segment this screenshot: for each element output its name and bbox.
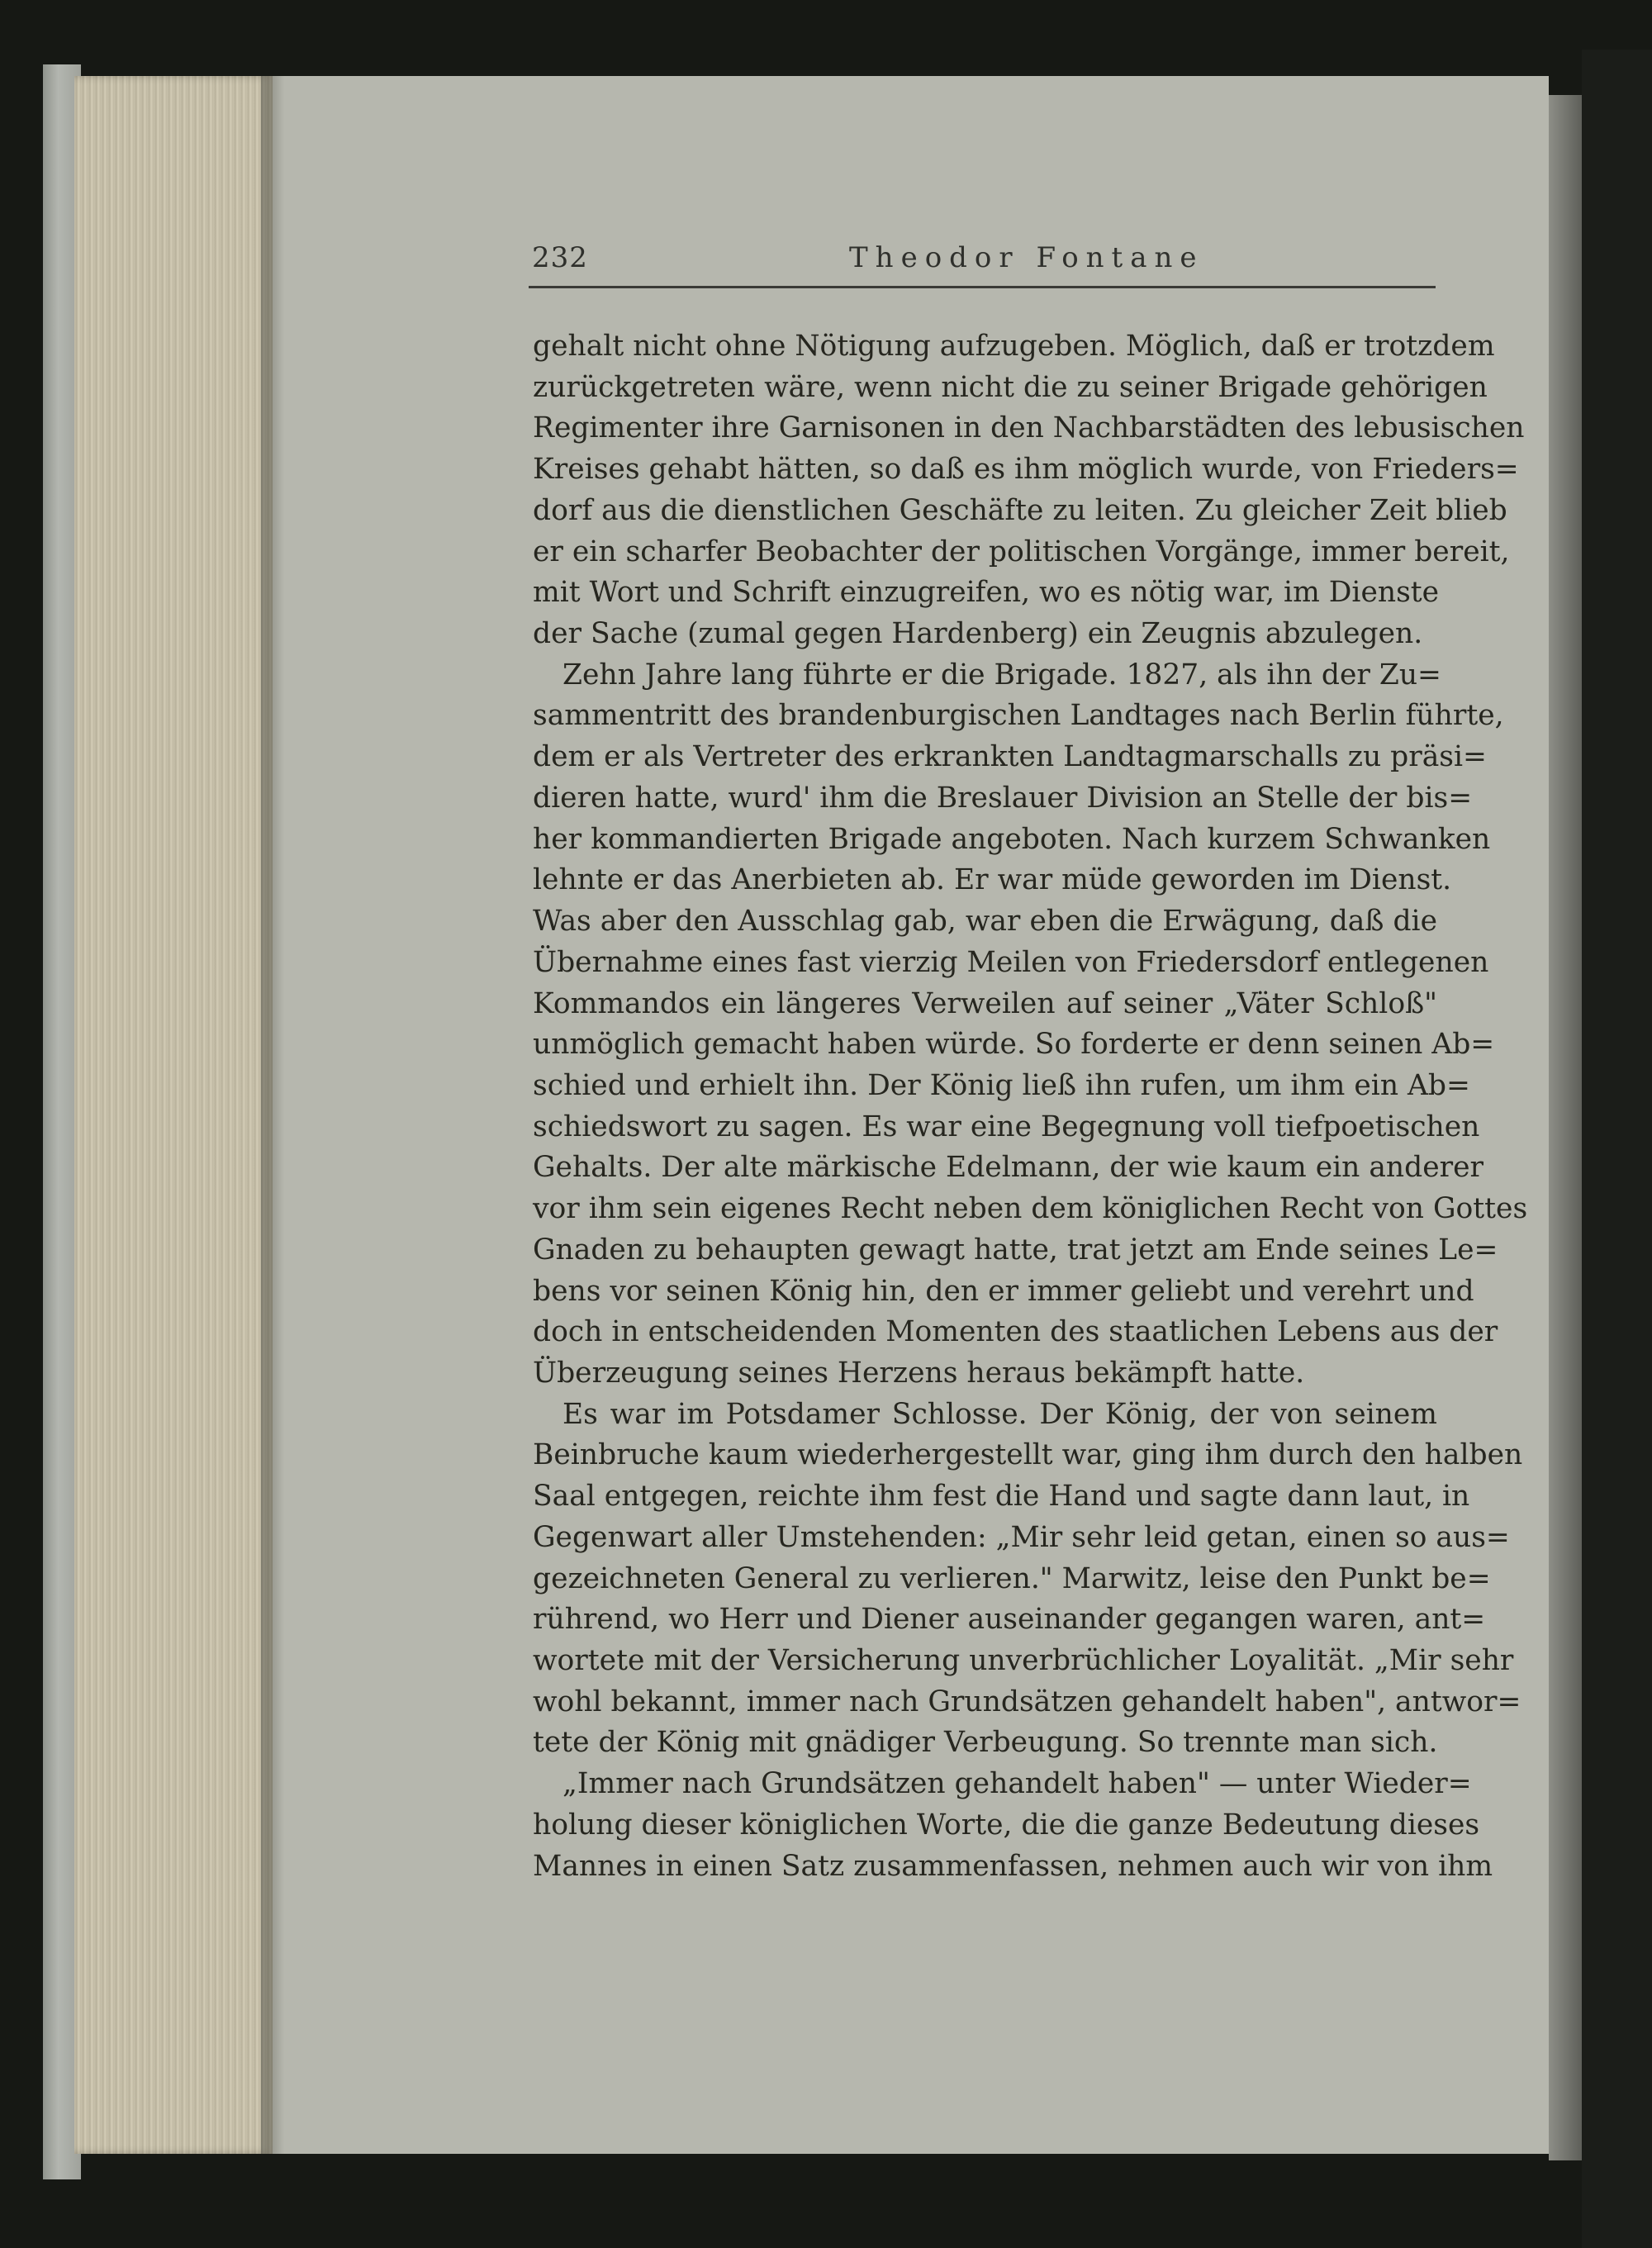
text-line: schied und erhielt ihn. Der König ließ ihn rufen, um ihm ein Ab= bbox=[533, 1068, 1470, 1102]
text-line: holung dieser königlichen Worte, die die ganze Bedeutung dieses bbox=[533, 1808, 1480, 1842]
background-right bbox=[1582, 50, 1652, 2248]
text-line: Beinbruche kaum wiederhergestellt war, ging ihm durch den halben bbox=[533, 1438, 1523, 1472]
text-line: Regimenter ihre Garnisonen in den Nachbarstädten des lebusischen bbox=[533, 411, 1525, 445]
text-line: mit Wort und Schrift einzugreifen, wo es nötig war, im Dienste bbox=[533, 576, 1440, 610]
page-edges bbox=[74, 76, 273, 2154]
text-line: bens vor seinen König hin, den er immer geliebt und verehrt und bbox=[533, 1274, 1474, 1308]
text-line: gezeichneten General zu verlieren." Marwitz, leise den Punkt be= bbox=[533, 1561, 1491, 1595]
text-line: Saal entgegen, reichte ihm fest die Hand und sagte dann laut, in bbox=[533, 1480, 1470, 1514]
text-line: schiedswort zu sagen. Es war eine Begegnung voll tiefpoetischen bbox=[533, 1110, 1480, 1143]
text-line: gehalt nicht ohne Nötigung aufzugeben. Möglich, daß er trotzdem bbox=[533, 330, 1495, 363]
facing-page-edge bbox=[1549, 95, 1582, 2160]
text-line: Gegenwart aller Umstehenden: „Mir sehr leid getan, einen so aus= bbox=[533, 1520, 1510, 1554]
text-line: doch in entscheidenden Momenten des staatlichen Lebens aus der bbox=[533, 1315, 1498, 1349]
text-line: der Sache (zumal gegen Hardenberg) ein Zeugnis abzulegen. bbox=[533, 617, 1423, 651]
text-line: sammentritt des brandenburgischen Landtages nach Berlin führte, bbox=[533, 699, 1504, 733]
text-line: Gnaden zu behaupten gewagt hatte, trat jetzt am Ende seines Le= bbox=[533, 1233, 1498, 1267]
text-line: unmöglich gemacht haben würde. So forderte er denn seinen Ab= bbox=[533, 1028, 1495, 1062]
text-line: vor ihm sein eigenes Recht neben dem königlichen Recht von Gottes bbox=[533, 1192, 1528, 1226]
text-line: lehnte er das Anerbieten ab. Er war müde geworden im Dienst. bbox=[533, 863, 1452, 897]
text-line: Mannes in einen Satz zusammenfassen, nehmen auch wir von ihm bbox=[533, 1849, 1493, 1883]
text-line: wortete mit der Versicherung unverbrüchlicher Loyalität. „Mir sehr bbox=[533, 1644, 1514, 1677]
text-line: dorf aus die dienstlichen Geschäfte zu leiten. Zu gleicher Zeit blieb bbox=[533, 493, 1507, 527]
text-line: dem er als Vertreter des erkrankten Landtagmarschalls zu präsi= bbox=[533, 740, 1487, 774]
text-line: „Immer nach Grundsätzen gehandelt haben" — unter Wieder= bbox=[563, 1767, 1472, 1801]
text-line: Zehn Jahre lang führte er die Brigade. 1827, als ihn der Zu= bbox=[563, 658, 1441, 692]
text-line: er ein scharfer Beobachter der politischen Vorgänge, immer bereit, bbox=[533, 535, 1510, 568]
page-number: 232 bbox=[532, 241, 588, 274]
text-line: dieren hatte, wurd' ihm die Breslauer Division an Stelle der bis= bbox=[533, 781, 1473, 815]
running-title: Theodor Fontane bbox=[849, 241, 1204, 274]
text-line: her kommandierten Brigade angeboten. Nach kurzem Schwanken bbox=[533, 822, 1491, 856]
text-line: Gehalts. Der alte märkische Edelmann, der wie kaum ein anderer bbox=[533, 1151, 1484, 1185]
text-line: Übernahme eines fast vierzig Meilen von Friedersdorf entlegenen bbox=[533, 945, 1489, 979]
body-text bbox=[533, 326, 1528, 1887]
gutter-shadow bbox=[261, 76, 284, 2154]
running-head bbox=[529, 240, 1436, 288]
text-line: Kommandos ein längeres Verweilen auf seiner „Väter Schloß" bbox=[533, 986, 1437, 1020]
text-line: Überzeugung seines Herzens heraus bekämpft hatte. bbox=[533, 1356, 1305, 1390]
text-line: tete der König mit gnädiger Verbeugung. So trennte man sich. bbox=[533, 1726, 1438, 1760]
text-line: wohl bekannt, immer nach Grundsätzen gehandelt haben", antwor= bbox=[533, 1685, 1521, 1718]
text-line: zurückgetreten wäre, wenn nicht die zu seiner Brigade gehörigen bbox=[533, 370, 1488, 404]
text-line: Es war im Potsdamer Schlosse. Der König, der von seinem bbox=[563, 1397, 1437, 1431]
text-line: rührend, wo Herr und Diener auseinander gegangen waren, ant= bbox=[533, 1603, 1486, 1637]
text-line: Kreises gehabt hätten, so daß es ihm möglich wurde, von Frieders= bbox=[533, 453, 1519, 487]
text-line: Was aber den Ausschlag gab, war eben die Erwägung, daß die bbox=[533, 905, 1437, 939]
